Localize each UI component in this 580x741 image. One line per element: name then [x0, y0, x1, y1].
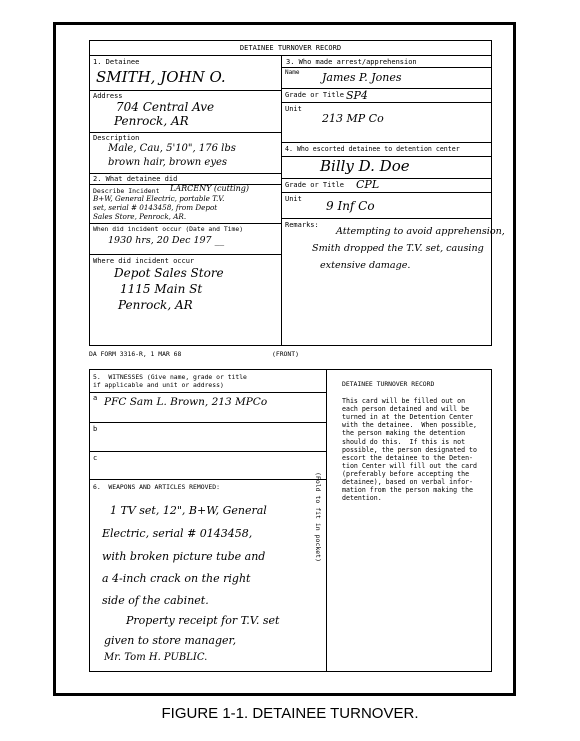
- escort-unit-label: Unit: [285, 195, 302, 203]
- arrest-name: James P. Jones: [322, 71, 402, 84]
- witness-a: PFC Sam L. Brown, 213 MPCo: [104, 396, 268, 408]
- instruction-line: turned in at the Detention Center: [342, 413, 474, 422]
- instruction-line: mation from the person making the: [342, 486, 474, 495]
- description-line1: Male, Cau, 5'10", 176 lbs: [108, 143, 236, 154]
- witnesses-label-1: 5. WITNESSES (Give name, grade or title: [93, 373, 247, 381]
- form-id: DA FORM 3316-R, 1 MAR 68: [89, 350, 182, 358]
- incident-line1: LARCENY (cutting): [170, 184, 250, 193]
- instruction-line: tion Center will fill out the card: [342, 461, 477, 470]
- instruction-line: each person detained and will be: [342, 405, 470, 414]
- instruction-line: should do this. If this is not: [342, 437, 466, 446]
- instruction-line: the person making the detention: [342, 429, 466, 438]
- description-line2: brown hair, brown eyes: [108, 157, 228, 168]
- instruction-line: escort the detainee to the Deten-: [342, 453, 474, 462]
- when-value: 1930 hrs, 20 Dec 197 __: [108, 235, 225, 246]
- incident-line3: set, serial # 0143458, from Depot: [93, 203, 218, 212]
- describe-incident-label: Describe Incident: [93, 187, 160, 195]
- escort-name: Billy D. Doe: [320, 157, 410, 175]
- when-label: When did incident occur (Date and Time): [93, 225, 244, 233]
- arrest-name-label: Name: [285, 69, 300, 76]
- escort-label: 4. Who escorted detainee to detention center: [285, 145, 460, 153]
- escort-grade: CPL: [356, 178, 380, 191]
- incident-line4: Sales Store, Penrock, AR.: [93, 212, 187, 221]
- weapons-line1: 1 TV set, 12", B+W, General: [110, 504, 267, 517]
- weapons-line4: a 4-inch crack on the right: [102, 572, 251, 585]
- weapons-line2: Electric, serial # 0143458,: [102, 527, 253, 540]
- witness-b-letter: b: [93, 425, 98, 433]
- fold-instruction: (Fold to fit in pocket): [314, 472, 322, 563]
- incident-line2: B+W, General Electric, portable T.V.: [93, 194, 225, 203]
- instruction-line: with the detainee. When possible,: [342, 421, 477, 430]
- instruction-line: possible, the person designated to: [342, 445, 477, 454]
- arrest-grade-label: Grade or Title: [285, 91, 345, 99]
- remarks-line2: Smith dropped the T.V. set, causing: [312, 243, 484, 254]
- weapons-line6: Property receipt for T.V. set: [126, 614, 280, 627]
- front-side-label: (FRONT): [272, 350, 299, 358]
- weapons-line7: given to store manager,: [104, 634, 237, 647]
- remarks-line3: extensive damage.: [320, 260, 411, 271]
- what-did-label: 2. What detainee did: [93, 175, 178, 183]
- where-line2: 1115 Main St: [120, 282, 203, 296]
- description-label: Description: [93, 134, 140, 142]
- where-line3: Penrock, AR: [118, 298, 193, 312]
- instruction-line: This card will be filled out on: [342, 397, 466, 405]
- escort-grade-label: Grade or Title: [285, 181, 345, 189]
- detainee-label: 1. Detainee: [93, 58, 140, 66]
- instruction-line: detainee), based on verbal infor-: [342, 478, 474, 486]
- arrest-label: 3. Who made arrest/apprehension: [286, 58, 417, 66]
- remarks-line1: Attempting to avoid apprehension,: [336, 226, 505, 237]
- weapons-line3: with broken picture tube and: [102, 550, 266, 563]
- witness-a-letter: a: [93, 394, 98, 402]
- address-line1: 704 Central Ave: [116, 100, 215, 114]
- instruction-line: detention.: [342, 494, 382, 503]
- where-line1: Depot Sales Store: [114, 266, 224, 280]
- card-title: DETAINEE TURNOVER RECORD: [342, 380, 435, 388]
- arrest-unit-label: Unit: [285, 105, 302, 113]
- instruction-line: (preferably before accepting the: [342, 469, 470, 478]
- arrest-unit: 213 MP Co: [322, 112, 384, 125]
- escort-unit: 9 Inf Co: [326, 199, 375, 213]
- weapons-line5: side of the cabinet.: [102, 594, 209, 607]
- back-form: [89, 369, 492, 672]
- address-line2: Penrock, AR: [114, 114, 189, 128]
- remarks-label: Remarks:: [285, 221, 319, 229]
- front-form: [89, 40, 505, 346]
- weapons-line8: Mr. Tom H. PUBLIC.: [104, 652, 208, 663]
- witness-c-letter: c: [93, 454, 98, 462]
- figure-caption: FIGURE 1-1. DETAINEE TURNOVER.: [161, 705, 419, 722]
- witnesses-label-2: if applicable and unit or address): [93, 381, 224, 389]
- form-title: DETAINEE TURNOVER RECORD: [239, 44, 342, 52]
- where-label: Where did incident occur: [93, 257, 195, 265]
- arrest-grade: SP4: [346, 89, 368, 102]
- weapons-label: 6. WEAPONS AND ARTICLES REMOVED:: [93, 483, 220, 491]
- address-label: Address: [93, 92, 123, 100]
- detainee-name: SMITH, JOHN O.: [96, 68, 226, 86]
